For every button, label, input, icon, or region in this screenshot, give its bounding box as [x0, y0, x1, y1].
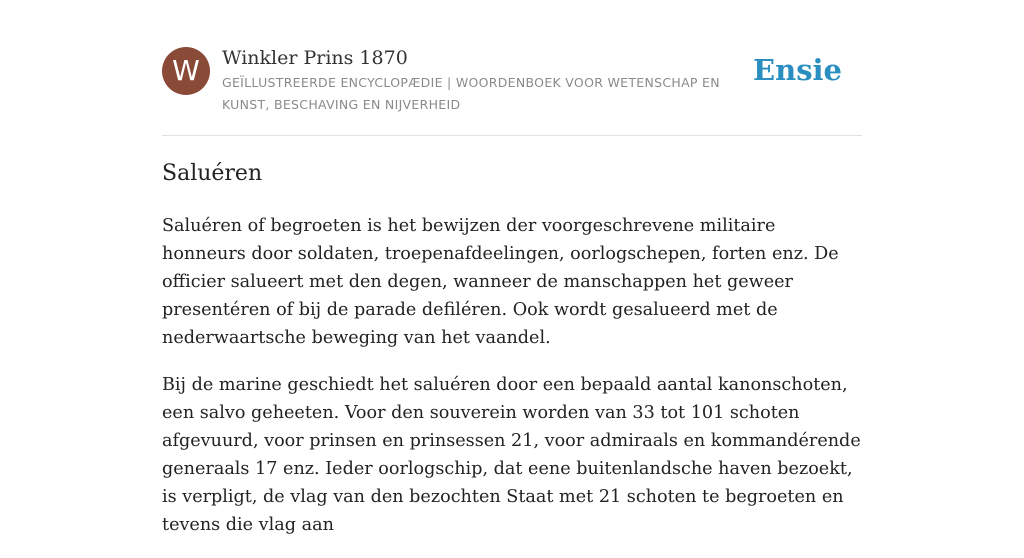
article-paragraph: Saluéren of begroeten is het bewijzen der voorgeschrevene militaire honneurs door soldaten, troepenafdeelingen, oorlogschepen, forten enz. De officier salueert met den degen, wanneer de manschappen het geweer presentéren of bij de parade defiléren. Ook wordt gesalueerd met de nederwaartsche beweging van het vaandel.	[162, 216, 839, 348]
source-subtitle: GEÏLLUSTREERDE ENCYCLOPÆDIE | WOORDENBOEK VOOR WETENSCHAP EN KUNST, BESCHAVING EN NIJVERHEID	[222, 75, 720, 112]
article-paragraph: Bij de marine geschiedt het saluéren door een bepaald aantal kanonschoten, een salvo geheeten. Voor den souverein worden van 33 tot 101 schoten afgevuurd, voor prinsen en prinsessen 21, voor admiraals en kommandérende generaals 17 enz. Ieder oorlogschip, dat eene buitenlandsche haven bezoekt, is verpligt, de vlag van den bezochten Staat met 21 schoten te begroeten en tevens die vlag aan	[162, 375, 861, 535]
source-header	[162, 44, 862, 120]
source-title[interactable]: Winkler Prins 1870	[222, 47, 408, 69]
header-divider	[162, 135, 862, 136]
source-avatar[interactable]: W	[162, 47, 210, 95]
article-title: Saluéren	[162, 161, 263, 186]
article-body	[162, 212, 862, 558]
ensie-logo-link[interactable]: Ensie	[753, 53, 842, 87]
